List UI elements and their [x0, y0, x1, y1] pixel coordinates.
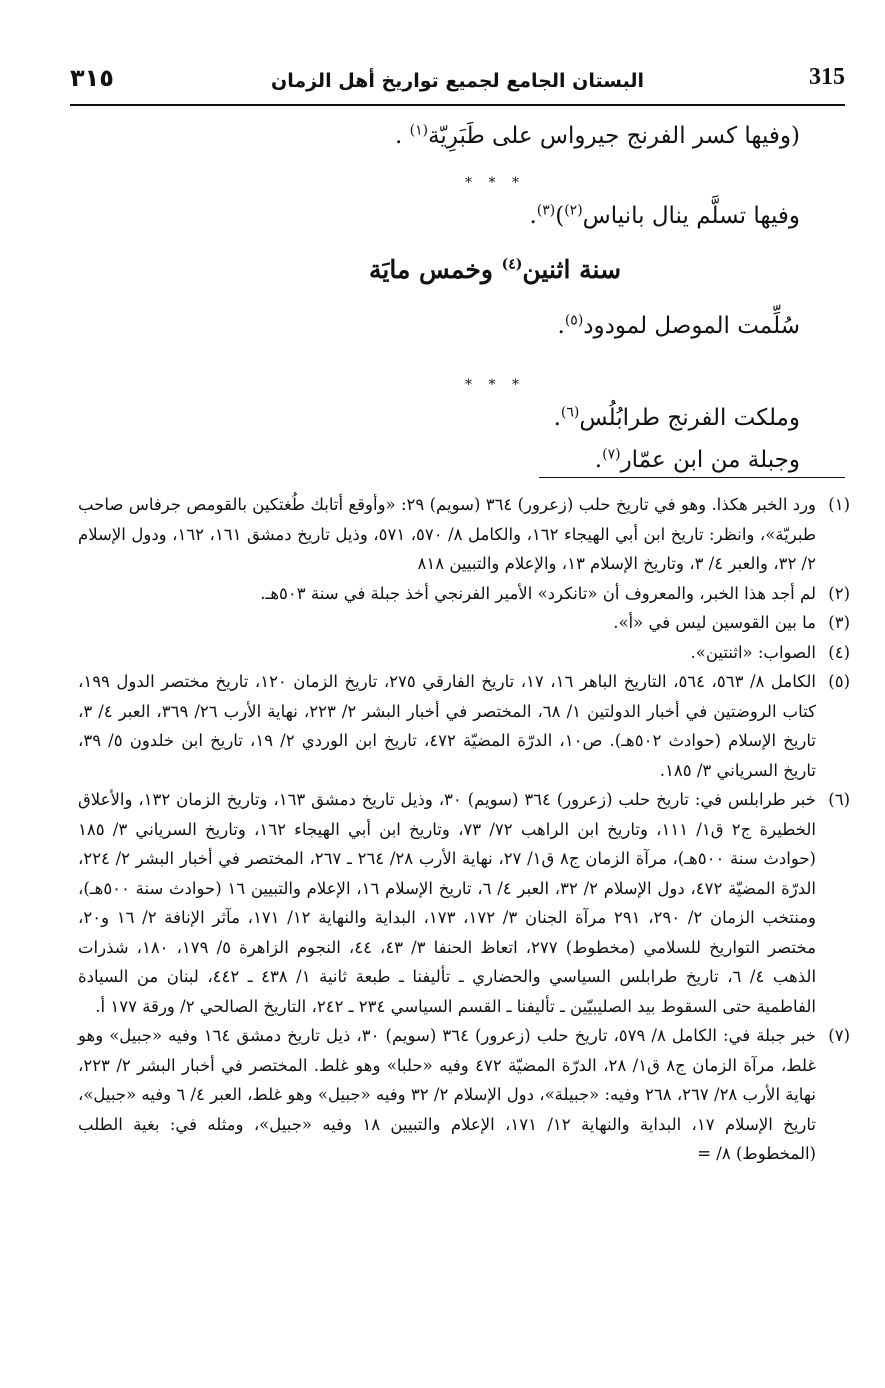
- paragraph-4-text: وملكت الفرنج طرابُلُس: [579, 405, 800, 431]
- footnote-label: (٤): [828, 642, 850, 662]
- footnote-ref-4: (٤): [501, 256, 523, 273]
- paragraph-3-text: سُلِّمت الموصل لمودود: [583, 313, 800, 339]
- footnote-label: (٣): [828, 613, 850, 632]
- footnote-text: ما بين القوسين ليس في «أ».: [613, 613, 816, 632]
- footnote-label: (١): [828, 495, 850, 514]
- running-title: البستان الجامع لجميع تواريخ أهل الزمان: [271, 70, 644, 92]
- footnote-7: [78, 1021, 850, 1169]
- footnote-ref-6: (٦): [560, 404, 580, 421]
- footnote-text: الكامل ٨/ ٥٦٣، ٥٦٤، التاريخ الباهر ١٦، ١٧، تاريخ الفارقي ٢٧٥، تاريخ الزمان ١٢٠، تاريخ مختصر الدول ١٩٩، كتاب الروضتين في أخبار الدولتين ١/ ٦٨، المختصر في أخبار البشر ٢/ ٢٢٣، نهاية الأرب ٢٦/ ٣٦٩، العبر ٤/ ٣، تاريخ الإسلام (حوادث ٥٠٢هـ). ص١٠، الدرّة المضيّة ٤٧٢، تاريخ ابن الوردي ٢/ ١٩، تاريخ ابن خلدون ٥/ ٣٩، تاريخ السرياني ٣/ ١٨٥.: [78, 672, 816, 780]
- page-number-arabic: ٣١٥: [70, 64, 114, 92]
- footnote-label: (٧): [828, 1026, 850, 1045]
- footnote-label: (٦): [828, 790, 850, 809]
- paragraph-1-end: .: [394, 123, 403, 149]
- footnote-label: (٥): [828, 672, 850, 691]
- footnotes: [78, 490, 850, 1169]
- paragraph-1-text: (وفيها كسر الفرنج جيرواس على طَبَرِيّة: [428, 123, 800, 149]
- paragraph-5-text: وجبلة من ابن عمّار: [620, 447, 800, 473]
- footnote-ref-3: (٣): [536, 202, 556, 219]
- footnote-1: [78, 490, 850, 579]
- footnote-text: ورد الخبر هكذا. وهو في تاريخ حلب (زعرور) ٣٦٤ (سويم) ٢٩: «وأوقع أتابك طُغتكين بالقومص جرفاس صاحب طبريّة»، وانظر: تاريخ ابن أبي الهيجاء ١٦٢، والكامل ٨/ ٥٧٠، ٥٧١، وذيل تاريخ دمشق ١٦١، ١٦٢، ودول الإسلام ٢/ ٣٢، والعبر ٤/ ٣، وتاريخ الإسلام ١٣، والإعلام والتبيين ٨١٨: [78, 495, 816, 573]
- paragraph-4: [70, 402, 800, 444]
- main-text: [70, 120, 800, 486]
- paragraph-5: [70, 444, 800, 486]
- footnote-text: الصواب: «اثنتين».: [690, 642, 816, 662]
- footnote-6: [78, 785, 850, 1021]
- footnote-text: لم أجد هذا الخبر، والمعروف أن «تانكرد» الأمير الفرنجي أخذ جبلة في سنة ٥٠٣هـ.: [260, 583, 816, 603]
- footnote-ref-5: (٥): [564, 312, 584, 329]
- footnote-5: [78, 667, 850, 785]
- footnote-text: خبر جبلة في: الكامل ٨/ ٥٧٩، تاريخ حلب (زعرور) ٣٦٤ (سويم) ٣٠، ذيل تاريخ دمشق ١٦٤ وفيه «جبيل» وهو غلط، مرآة الزمان ج٨ ق١/ ٢٨، الدرّة المضيّة ٤٧٢ وفيه «حلبا» وهو غلط. المختصر في أخبار البشر ٢/ ٢٢٣، نهاية الأرب ٢٨/ ٢٦٧، ٢٦٨ وفيه: «جبيلة»، دول الإسلام ٢/ ٣٢ وفيه «جبيل» وهو غلط، العبر ٤/ ٦ وفيه «جبيل»، تاريخ الإسلام ١٧، البداية والنهاية ١٢/ ١٧١، الإعلام والتبيين ١٨ وفيه «جبيل»، ومثله في: بغية الطلب (المخطوط) ٨/ =: [78, 1026, 816, 1163]
- paragraph-5-end: .: [594, 447, 603, 473]
- page-header: [70, 62, 845, 106]
- paragraph-3-end: .: [557, 313, 565, 339]
- footnote-text: خبر طرابلس في: تاريخ حلب (زعرور) ٣٦٤ (سويم) ٣٠، وذيل تاريخ دمشق ١٦٣، وتاريخ الزمان ١٣٢، والأعلاق الخطيرة ج٢ ق١/ ١١١، وتاريخ ابن الراهب ٧٢/ ٧٣، وتاريخ ابن أبي الهيجاء ١٦٢، وتاريخ السرياني ٣/ ١٨٥ (حوادث سنة ٥٠٠هـ)، مرآة الزمان ج٨ ق١/ ٢٧، نهاية الأرب ٢٨/ ٢٦٤ ـ ٢٦٧، المختصر في أخبار البشر ٢/ ٢٢٤، الدرّة المضيّة ٤٧٢، دول الإسلام ٢/ ٣٢، العبر ٤/ ٦، تاريخ الإسلام ١٦، الإعلام والتبيين ١٦ (حوادث سنة ٥٠٠هـ)، ومنتخب الزمان ٢/ ٢٩٠، ٢٩١ مرآة الجنان ٣/ ١٧٢، ١٧٣، البداية والنهاية ١٢/ ١٧١، مآثر الإنافة ٢/ ١٦ و٢٠، مختصر التواريخ للسلامي (مخطوط) ٢٧٧، اتعاظ الحنفا ٣/ ٤٣، ٤٤، النجوم الزاهرة ٥/ ١٧٩، ١٨٠، شذرات الذهب ٤/ ٦، تاريخ طرابلس السياسي والحضاري ـ تأليفنا ـ طبعة ثانية ١/ ٤٣٨ ـ ٤٤٢، لبنان من السيادة الفاطمية حتى السقوط بيد الصليبيّين ـ تأليفنا ـ القسم السياسي ٢٣٤ ـ ٢٤٢، التاريخ الصالحي ٢/ ورقة ١٧٧ أ.: [78, 790, 817, 1016]
- separator-stars-2: * * *: [465, 377, 525, 393]
- footnote-3: [78, 608, 850, 638]
- separator-stars-1: * * *: [465, 175, 525, 191]
- page-number: 315: [809, 64, 845, 90]
- footnote-ref-1: (١): [409, 122, 429, 139]
- footnote-ref-2: (٢): [564, 202, 583, 219]
- paragraph-1: [70, 120, 800, 166]
- paragraph-2-end: .: [529, 203, 537, 229]
- year-heading: [70, 252, 800, 310]
- footnote-separator: [539, 477, 845, 478]
- paragraph-2: [70, 200, 800, 252]
- year-heading-end: وخمس مايَة: [368, 255, 493, 284]
- footnote-2: [78, 579, 850, 609]
- year-heading-text: سنة اثنين: [522, 255, 622, 284]
- footnote-ref-7: (٧): [602, 446, 621, 463]
- footnote-label: (٢): [828, 583, 850, 603]
- paragraph-2-paren: ): [555, 203, 565, 229]
- paragraph-2-text: وفيها تسلَّم ينال بانياس: [582, 203, 800, 229]
- paragraph-4-end: .: [553, 405, 561, 431]
- paragraph-3: [70, 310, 800, 368]
- footnote-4: [78, 638, 850, 668]
